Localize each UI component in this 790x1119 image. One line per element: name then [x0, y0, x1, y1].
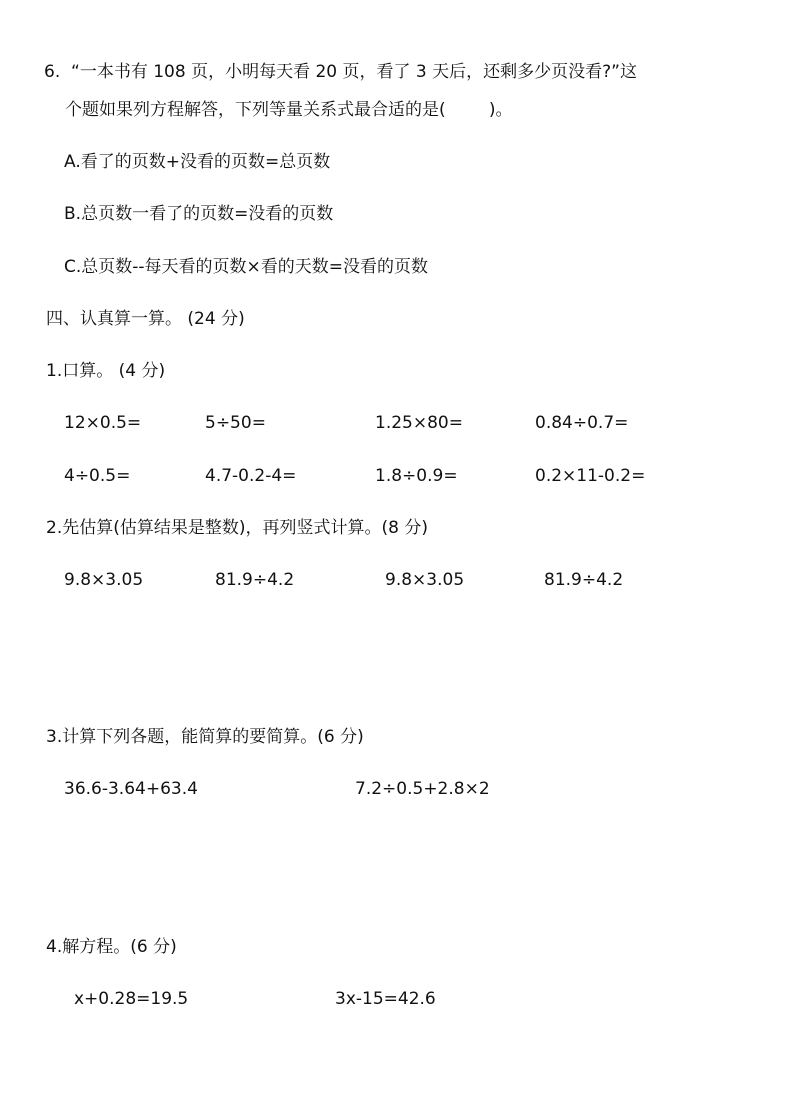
- q6-line-2: 个题如果列方程解答，下列等量关系式最合适的是( )。: [65, 100, 513, 120]
- vertical-calc-item: 81.9÷4.2: [215, 570, 295, 590]
- q6-option-a: A.看了的页数+没看的页数=总页数: [64, 152, 331, 172]
- equation-item: x+0.28=19.5: [74, 989, 189, 1009]
- simplify-calc-item: 7.2÷0.5+2.8×2: [355, 779, 490, 799]
- part-4-title: 4.解方程。(6 分): [46, 937, 177, 957]
- part-2-title: 2.先估算(估算结果是整数)，再列竖式计算。(8 分): [46, 518, 428, 538]
- vertical-calc-item: 81.9÷4.2: [544, 570, 624, 590]
- part-1-title: 1.口算。 (4 分): [46, 361, 166, 381]
- equation-item: 3x-15=42.6: [335, 989, 436, 1009]
- vertical-calc-item: 9.8×3.05: [385, 570, 465, 590]
- simplify-calc-item: 36.6-3.64+63.4: [64, 779, 198, 799]
- oral-calc-item: 1.8÷0.9=: [375, 466, 458, 486]
- q6-option-c: C.总页数--每天看的页数×看的天数=没看的页数: [64, 257, 429, 277]
- oral-calc-item: 4÷0.5=: [64, 466, 131, 486]
- section-4-heading: 四、认真算一算。 (24 分): [46, 309, 245, 329]
- oral-calc-item: 0.2×11-0.2=: [535, 466, 646, 486]
- oral-calc-item: 1.25×80=: [375, 413, 463, 433]
- oral-calc-item: 5÷50=: [205, 413, 266, 433]
- oral-calc-item: 4.7-0.2-4=: [205, 466, 297, 486]
- part-3-title: 3.计算下列各题，能简算的要简算。(6 分): [46, 727, 364, 747]
- vertical-calc-item: 9.8×3.05: [64, 570, 144, 590]
- q6-option-b: B.总页数一看了的页数=没看的页数: [64, 204, 334, 224]
- oral-calc-item: 0.84÷0.7=: [535, 413, 629, 433]
- oral-calc-item: 12×0.5=: [64, 413, 142, 433]
- q6-line-1: 6. “一本书有 108 页，小明每天看 20 页，看了 3 天后，还剩多少页没看?”这: [44, 62, 637, 82]
